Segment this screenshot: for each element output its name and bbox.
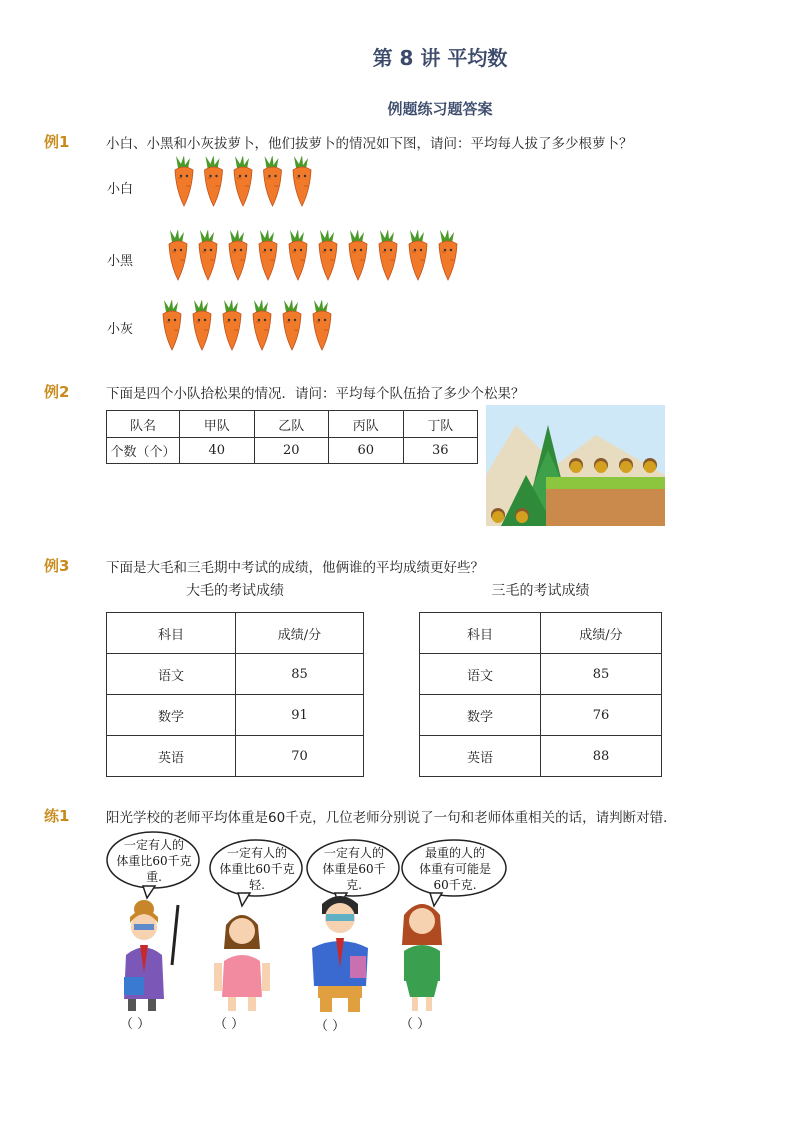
table-row: [420, 654, 662, 695]
table-cell: 英语: [107, 736, 236, 777]
table-row: [107, 695, 364, 736]
prac1-label: 练1: [44, 807, 70, 825]
bubble-line: 重.: [146, 870, 162, 884]
carrot-icon: [319, 230, 337, 280]
carrot-row-xiaohui: [158, 300, 342, 356]
sanmao-table-caption: 三毛的考试成绩: [491, 583, 590, 599]
carrot-row-graphic: [170, 156, 322, 208]
pinecone-table: [106, 410, 478, 464]
bubble-line: 轻.: [249, 878, 265, 892]
table-cell: 英语: [420, 736, 541, 777]
bubble-line: 一定有人的: [123, 838, 184, 852]
table-cell: 36: [403, 438, 478, 464]
bubble-line: 60千克.: [433, 878, 477, 892]
table-cell: 丙队: [329, 411, 404, 438]
carrot-row-graphic: [164, 230, 468, 282]
carrot-icon: [234, 156, 252, 206]
ex3-question: 下面是大毛和三毛期中考试的成绩，他俩谁的平均成绩更好些？: [106, 560, 484, 576]
table-cell: 60: [329, 438, 404, 464]
carrot-icon: [193, 300, 211, 350]
page-title: 第 8 讲 平均数: [372, 46, 508, 70]
ex2-question: 下面是四个小队拾松果的情况．请问：平均每个队伍拾了多少个松果？: [106, 386, 525, 402]
row-name-xiaohui: 小灰: [107, 322, 134, 337]
row-name-xiaohei: 小黑: [107, 254, 134, 269]
table-cell: 乙队: [254, 411, 329, 438]
bubble-text-3: [308, 845, 400, 893]
carrot-row-xiaohei: [164, 230, 468, 286]
table-cell: 85: [541, 654, 662, 695]
carrot-icon: [379, 230, 397, 280]
table-cell: 科目: [420, 613, 541, 654]
sanmao-score-table: [419, 612, 662, 777]
answer-blank-4[interactable]: （ ）: [400, 1017, 431, 1032]
table-cell: 85: [236, 654, 364, 695]
carrot-icon: [175, 156, 193, 206]
ex1-label: 例1: [44, 133, 70, 151]
table-cell: 科目: [107, 613, 236, 654]
table-row: [420, 736, 662, 777]
carrot-icon: [439, 230, 457, 280]
carrot-icon: [229, 230, 247, 280]
bubble-line: 最重的人的: [424, 846, 485, 860]
answer-blank-1[interactable]: （ ）: [120, 1017, 151, 1032]
carrot-icon: [349, 230, 367, 280]
table-cell: 20: [254, 438, 329, 464]
carrot-icon: [409, 230, 427, 280]
carrot-icon: [313, 300, 331, 350]
table-cell: 语文: [107, 654, 236, 695]
teacher-1-illustration: [116, 895, 188, 1013]
table-cell: 76: [541, 695, 662, 736]
bubble-text-2: [211, 845, 303, 893]
carrot-icon: [283, 300, 301, 350]
row-name-xiaobai: 小白: [107, 182, 134, 197]
teacher-2-illustration: [212, 905, 272, 1015]
teacher-4-illustration: [392, 895, 452, 1013]
ex1-question: 小白、小黑和小灰拔萝卜，他们拔萝卜的情况如下图，请问：平均每人拔了多少根萝卜？: [106, 136, 633, 152]
carrot-icon: [169, 230, 187, 280]
bubble-line: 体重有可能是: [418, 862, 491, 876]
carrot-icon: [259, 230, 277, 280]
table-cell: 成绩/分: [236, 613, 364, 654]
table-cell: 数学: [420, 695, 541, 736]
ex3-label: 例3: [44, 557, 70, 575]
table-row: [107, 654, 364, 695]
table-cell: 语文: [420, 654, 541, 695]
page-subtitle: 例题练习题答案: [387, 100, 493, 118]
table-cell: 成绩/分: [541, 613, 662, 654]
table-cell: 队名: [107, 411, 180, 438]
table-cell: 88: [541, 736, 662, 777]
bubble-line: 克.: [346, 878, 362, 892]
bubble-line: 一定有人的: [323, 846, 384, 860]
carrot-row-xiaobai: [170, 156, 322, 212]
table-row: [420, 695, 662, 736]
carrot-icon: [205, 156, 223, 206]
answer-blank-2[interactable]: （ ）: [214, 1017, 245, 1032]
table-cell: 丁队: [403, 411, 478, 438]
bubble-text-1: [108, 837, 200, 885]
table-cell: 70: [236, 736, 364, 777]
carrot-row-graphic: [158, 300, 342, 352]
table-header-row: [420, 613, 662, 654]
bubble-line: 体重比60千克: [219, 862, 295, 876]
carrot-icon: [289, 230, 307, 280]
table-row: [107, 438, 478, 464]
bubble-line: 体重比60千克: [116, 854, 192, 868]
table-cell: 个数（个）: [107, 438, 180, 464]
prac1-question: 阳光学校的老师平均体重是60千克，几位老师分别说了一句和老师体重相关的话，请判断对错．: [106, 810, 677, 826]
bubble-text-4: [403, 845, 507, 893]
table-cell: 40: [180, 438, 255, 464]
carrot-icon: [163, 300, 181, 350]
carrot-icon: [253, 300, 271, 350]
bubble-line: 一定有人的: [226, 846, 287, 860]
table-header-row: [107, 411, 478, 438]
table-cell: 数学: [107, 695, 236, 736]
carrot-icon: [223, 300, 241, 350]
damao-score-table: [106, 612, 364, 777]
table-header-row: [107, 613, 364, 654]
teacher-3-illustration: [300, 890, 380, 1015]
carrot-icon: [293, 156, 311, 206]
answer-blank-3[interactable]: （ ）: [315, 1019, 346, 1034]
carrot-icon: [199, 230, 217, 280]
bubble-line: 体重是60千: [322, 862, 386, 876]
table-row: [107, 736, 364, 777]
ex2-label: 例2: [44, 383, 70, 401]
carrot-icon: [264, 156, 282, 206]
table-cell: 91: [236, 695, 364, 736]
pinecone-scene-illustration: [486, 405, 665, 526]
damao-table-caption: 大毛的考试成绩: [186, 583, 284, 599]
table-cell: 甲队: [180, 411, 255, 438]
